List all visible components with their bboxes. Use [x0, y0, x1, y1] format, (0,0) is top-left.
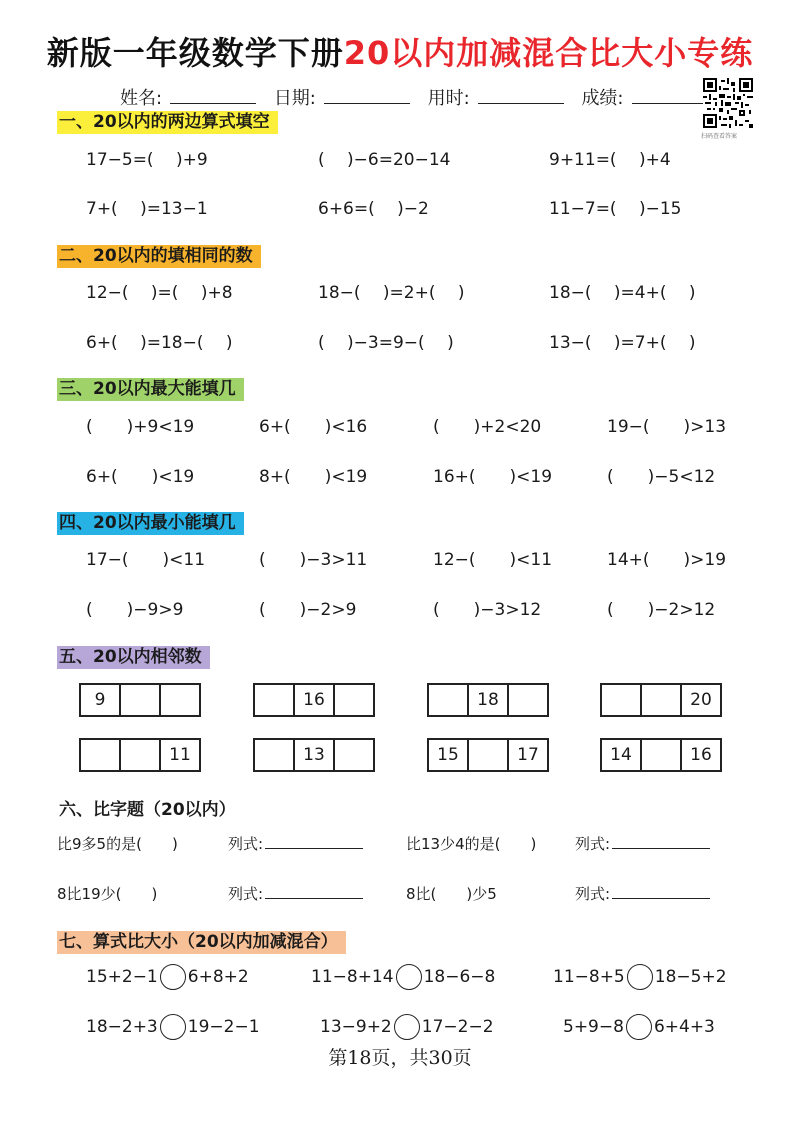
neighbor-cell[interactable]: [429, 685, 469, 715]
s3-q4[interactable]: 19−( )>13: [607, 417, 727, 437]
compare-left: 5+9−8: [563, 1017, 624, 1037]
neighbor-cell[interactable]: 13: [295, 740, 335, 770]
neighbor-cell[interactable]: 14: [602, 740, 642, 770]
s7-q6[interactable]: [563, 1014, 715, 1040]
neighbor-box: [79, 683, 201, 717]
s1-q2[interactable]: ( )−6=20−14: [318, 150, 451, 170]
neighbor-cell[interactable]: [255, 685, 295, 715]
section-5-header: 五、20以内相邻数: [57, 646, 210, 669]
neighbor-cell[interactable]: 16: [295, 685, 335, 715]
formula-blank[interactable]: [612, 884, 710, 899]
s7-q2[interactable]: [311, 964, 495, 990]
neighbor-cell[interactable]: [255, 740, 295, 770]
s1-q6[interactable]: 11−7=( )−15: [549, 199, 682, 219]
compare-circle[interactable]: [627, 964, 653, 990]
neighbor-cell[interactable]: 16: [690, 745, 712, 765]
s6-q2[interactable]: 比13少4的是( ): [406, 835, 537, 853]
s6-f2[interactable]: [575, 833, 710, 854]
formula-blank[interactable]: [265, 834, 363, 849]
s3-q6[interactable]: 8+( )<19: [259, 467, 368, 487]
s4-q4[interactable]: 14+( )>19: [607, 550, 727, 570]
info-line: [120, 84, 730, 110]
s4-q1[interactable]: 17−( )<11: [86, 550, 206, 570]
name-blank[interactable]: [170, 87, 256, 104]
neighbor-cell[interactable]: 18: [469, 685, 509, 715]
neighbor-cell[interactable]: [602, 685, 642, 715]
time-label: 用时:: [427, 88, 470, 109]
section-1-header: 一、20以内的两边算式填空: [57, 111, 278, 134]
s3-q1[interactable]: ( )+9<19: [86, 417, 195, 437]
formula-label: 列式:: [228, 885, 264, 903]
formula-label: 列式:: [575, 835, 611, 853]
compare-right: 19−2−1: [187, 1017, 260, 1037]
neighbor-cell[interactable]: 17: [517, 745, 539, 765]
section-6-header: 六、比字题（20以内）: [57, 799, 244, 822]
s3-q3[interactable]: ( )+2<20: [433, 417, 542, 437]
name-label: 姓名:: [120, 88, 163, 109]
title-part2: 20以内加减混合比大小专练: [343, 34, 754, 72]
compare-right: 17−2−2: [421, 1017, 494, 1037]
page-title: [0, 28, 800, 74]
neighbor-cell[interactable]: 15: [429, 740, 469, 770]
neighbor-cell[interactable]: [335, 740, 373, 770]
neighbor-box: [427, 738, 549, 772]
s6-f4[interactable]: [575, 883, 710, 904]
s3-q8[interactable]: ( )−5<12: [607, 467, 716, 487]
neighbor-cell[interactable]: [81, 740, 121, 770]
neighbor-cell[interactable]: [121, 740, 161, 770]
formula-blank[interactable]: [265, 884, 363, 899]
title-part1: 新版一年级数学下册: [46, 34, 344, 72]
s1-q3[interactable]: 9+11=( )+4: [549, 150, 671, 170]
neighbor-box: [600, 683, 722, 717]
compare-right: 18−5+2: [654, 967, 727, 987]
neighbor-cell[interactable]: 11: [169, 745, 191, 765]
s2-q5[interactable]: ( )−3=9−( ): [318, 333, 454, 353]
neighbor-cell[interactable]: [509, 685, 547, 715]
date-blank[interactable]: [324, 87, 410, 104]
formula-label: 列式:: [228, 835, 264, 853]
s6-f1[interactable]: [228, 833, 363, 854]
neighbor-cell[interactable]: [161, 685, 199, 715]
compare-left: 18−2+3: [86, 1017, 158, 1037]
compare-left: 15+2−1: [86, 967, 158, 987]
s4-q2[interactable]: ( )−3>11: [259, 550, 368, 570]
neighbor-box: [253, 738, 375, 772]
s7-q4[interactable]: [86, 1014, 260, 1040]
neighbor-cell[interactable]: 20: [690, 690, 712, 710]
neighbor-cell[interactable]: [469, 740, 509, 770]
neighbor-box: [600, 738, 722, 772]
neighbor-cell[interactable]: [335, 685, 373, 715]
s7-q3[interactable]: [553, 964, 727, 990]
formula-label: 列式:: [575, 885, 611, 903]
qr-code-icon[interactable]: [703, 78, 753, 128]
s7-q5[interactable]: [320, 1014, 494, 1040]
compare-left: 13−9+2: [320, 1017, 392, 1037]
compare-left: 11−8+5: [553, 967, 625, 987]
compare-right: 18−6−8: [423, 967, 496, 987]
compare-circle[interactable]: [394, 1014, 420, 1040]
qr-caption: 扫码查看答案: [701, 133, 738, 140]
s1-q5[interactable]: 6+6=( )−2: [318, 199, 429, 219]
s3-q7[interactable]: 16+( )<19: [433, 467, 553, 487]
neighbor-cell[interactable]: [642, 685, 682, 715]
s4-q6[interactable]: ( )−2>9: [259, 600, 357, 620]
neighbor-cell[interactable]: 9: [81, 685, 121, 715]
section-7-header: 七、算式比大小（20以内加减混合）: [57, 931, 346, 954]
s2-q3[interactable]: 18−( )=4+( ): [549, 283, 696, 303]
compare-left: 11−8+14: [311, 967, 394, 987]
s6-q3[interactable]: 8比19少( ): [57, 885, 158, 903]
s4-q5[interactable]: ( )−9>9: [86, 600, 184, 620]
s4-q3[interactable]: 12−( )<11: [433, 550, 553, 570]
s6-q1[interactable]: 比9多5的是( ): [57, 835, 178, 853]
s4-q8[interactable]: ( )−2>12: [607, 600, 716, 620]
s2-q1[interactable]: 12−( )=( )+8: [86, 283, 233, 303]
section-2-header: 二、20以内的填相同的数: [57, 245, 261, 268]
s7-q1[interactable]: [86, 964, 249, 990]
s6-q4[interactable]: 8比( )少5: [406, 885, 497, 903]
s2-q4[interactable]: 6+( )=18−( ): [86, 333, 233, 353]
time-blank[interactable]: [478, 87, 564, 104]
page-number: 第18页，共30页: [328, 1047, 472, 1069]
date-label: 日期:: [273, 88, 316, 109]
compare-circle[interactable]: [160, 964, 186, 990]
compare-right: 6+4+3: [653, 1017, 715, 1037]
compare-circle[interactable]: [396, 964, 422, 990]
section-4-header: 四、20以内最小能填几: [57, 512, 244, 535]
s3-q5[interactable]: 6+( )<19: [86, 467, 195, 487]
compare-right: 6+8+2: [187, 967, 249, 987]
section-3-header: 三、20以内最大能填几: [57, 378, 244, 401]
compare-circle[interactable]: [626, 1014, 652, 1040]
s2-q2[interactable]: 18−( )=2+( ): [318, 283, 465, 303]
s4-q7[interactable]: ( )−3>12: [433, 600, 542, 620]
score-label: 成绩:: [581, 88, 624, 109]
s6-f3[interactable]: [228, 883, 363, 904]
s2-q6[interactable]: 13−( )=7+( ): [549, 333, 696, 353]
s1-q4[interactable]: 7+( )=13−1: [86, 199, 208, 219]
formula-blank[interactable]: [612, 834, 710, 849]
s3-q2[interactable]: 6+( )<16: [259, 417, 368, 437]
neighbor-box: [427, 683, 549, 717]
neighbor-cell[interactable]: [642, 740, 682, 770]
neighbor-cell[interactable]: [121, 685, 161, 715]
s1-q1[interactable]: 17−5=( )+9: [86, 150, 208, 170]
neighbor-box: [253, 683, 375, 717]
neighbor-box: [79, 738, 201, 772]
compare-circle[interactable]: [160, 1014, 186, 1040]
